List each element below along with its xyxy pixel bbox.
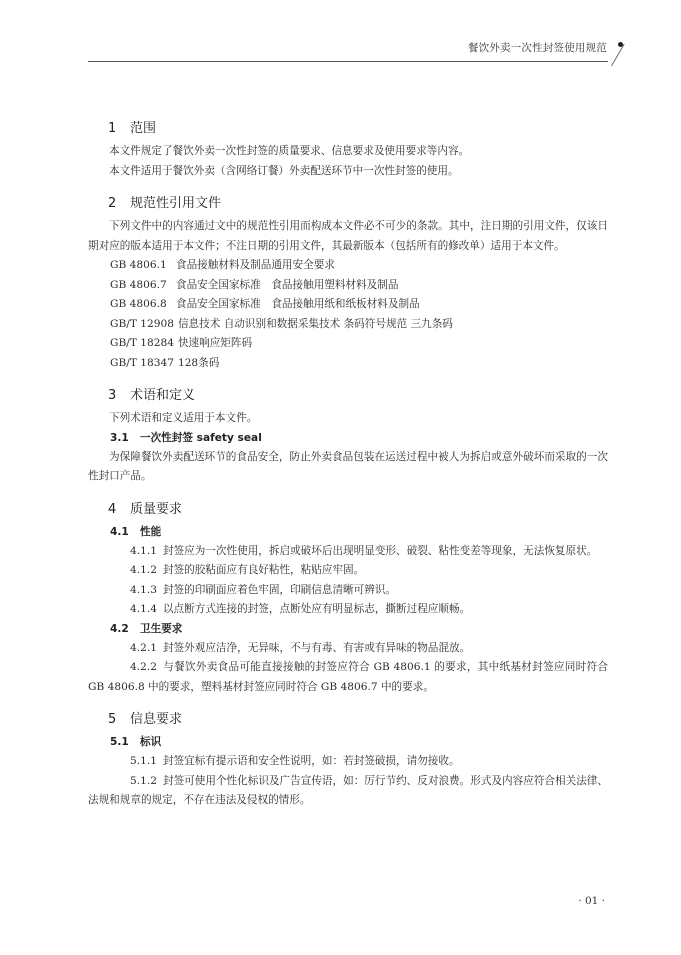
subsection-number: 4.1 bbox=[110, 525, 129, 538]
clause-number: 5.1.2 bbox=[130, 774, 157, 787]
section-title: 质量要求 bbox=[130, 501, 183, 517]
subsection-title: 卫生要求 bbox=[140, 622, 183, 635]
subsection-title: 标识 bbox=[140, 736, 162, 748]
subsection-title: 一次性封签 safety seal bbox=[140, 431, 262, 444]
reference-title: 食品安全国家标准 食品接触用纸和纸板材料及制品 bbox=[176, 298, 420, 310]
clause-text: 封签的印刷面应着色牢固，印刷信息清晰可辨识。 bbox=[162, 583, 397, 596]
section-title: 范围 bbox=[130, 121, 157, 136]
paragraph: 下列文件中的内容通过文中的规范性引用而构成本文件必不可少的条款。其中，注日期的引用文件，仅该日期对应的版本适用于本文件；不注日期的引用文件，其最新版本（包括所有的修改单）适用于本文件。 bbox=[88, 220, 608, 252]
reference-title: 128条码 bbox=[177, 356, 220, 369]
clause bbox=[88, 600, 608, 620]
header-title: 餐饮外卖一次性封签使用规范 bbox=[467, 42, 607, 54]
page-header bbox=[0, 0, 681, 70]
reference-title: 食品接触材料及制品通用安全要求 bbox=[176, 259, 335, 271]
clause-text: 封签外观应洁净，无异味，不与有毒、有害或有异味的物品混放。 bbox=[162, 641, 471, 654]
reference-code: GB 4806.8 bbox=[110, 298, 167, 310]
clause-text: 封签可使用个性化标识及广告宣传语，如：厉行节约、反对浪费。形式及内容应符合相关法律、法规和规章的规定，不存在违法及侵权的情形。 bbox=[88, 774, 608, 806]
section-number: 5 bbox=[108, 712, 117, 727]
section-heading-scope bbox=[108, 120, 608, 138]
section-title: 信息要求 bbox=[130, 712, 183, 727]
clause bbox=[88, 752, 608, 772]
reference-title: 食品安全国家标准 食品接触用塑料材料及制品 bbox=[176, 278, 399, 291]
subsection-heading bbox=[110, 733, 608, 752]
clause-number: 4.1.4 bbox=[130, 603, 157, 615]
section-number: 1 bbox=[108, 121, 117, 136]
reference-code: GB 4806.7 bbox=[110, 278, 167, 291]
clause-number: 4.2.2 bbox=[130, 661, 157, 673]
clause bbox=[88, 581, 608, 601]
section-title: 术语和定义 bbox=[130, 388, 196, 403]
section-heading-quality bbox=[108, 501, 608, 519]
clause bbox=[88, 639, 608, 659]
clause-text: 以点断方式连接的封签，点断处应有明显标志，撕断过程应顺畅。 bbox=[162, 603, 471, 615]
section-number: 3 bbox=[108, 388, 117, 403]
section-title: 规范性引用文件 bbox=[130, 196, 222, 211]
subsection-heading bbox=[110, 429, 608, 448]
subsection-title: 性能 bbox=[140, 525, 162, 538]
reference-item bbox=[88, 315, 608, 335]
reference-title: 快速响应矩阵码 bbox=[177, 337, 253, 349]
clause-text: 封签应为一次性使用，拆启或破坏后出现明显变形、破裂、粘性变差等现象，无法恢复原状。 bbox=[162, 544, 598, 557]
clause bbox=[88, 561, 608, 581]
subsection-heading bbox=[110, 523, 608, 542]
definition-text: 为保障餐饮外卖配送环节的食品安全，防止外卖食品包装在运送过程中被人为拆启或意外破坏而采取的一次性封口产品。 bbox=[88, 450, 608, 482]
header-rule bbox=[88, 61, 608, 62]
clause bbox=[88, 772, 608, 811]
paragraph: 本文件规定了餐饮外卖一次性封签的质量要求、信息要求及使用要求等内容。 bbox=[109, 145, 470, 157]
reference-item bbox=[88, 256, 608, 276]
reference-item bbox=[88, 354, 608, 374]
clause-number: 4.1.3 bbox=[130, 583, 157, 596]
section-heading-information bbox=[108, 711, 608, 729]
reference-item bbox=[88, 334, 608, 354]
reference-title: 信息技术 自动识别和数据采集技术 条码符号规范 三九条码 bbox=[177, 317, 453, 330]
subsection-number: 4.2 bbox=[110, 622, 129, 635]
subsection-number: 3.1 bbox=[110, 431, 129, 444]
reference-code: GB/T 18284 bbox=[110, 337, 174, 349]
section-number: 4 bbox=[108, 501, 117, 517]
clause bbox=[88, 542, 608, 562]
document-body bbox=[88, 112, 608, 811]
section-heading-terms bbox=[108, 387, 608, 405]
subsection-number: 5.1 bbox=[110, 736, 129, 748]
clause-text: 封签宜标有提示语和安全性说明，如：若封签破损，请勿接收。 bbox=[162, 755, 460, 767]
clause-number: 4.1.1 bbox=[130, 544, 157, 557]
clause-number: 4.2.1 bbox=[130, 641, 157, 654]
clause-text: 与餐饮外卖食品可能直接接触的封签应符合 GB 4806.1 的要求，其中纸基材封签应同时符合 GB 4806.8 中的要求，塑料基材封签应同时符合 GB 4806.7 中的要求。 bbox=[88, 661, 608, 693]
reference-code: GB 4806.1 bbox=[110, 259, 167, 271]
paragraph: 本文件适用于餐饮外卖（含网络订餐）外卖配送环节中一次性封签的使用。 bbox=[109, 164, 459, 177]
clause bbox=[88, 658, 608, 697]
clause-number: 4.1.2 bbox=[130, 564, 157, 576]
header-slash-decoration bbox=[611, 44, 625, 66]
page-number: · 01 · bbox=[578, 895, 605, 907]
clause-text: 封签的胶粘面应有良好粘性，粘贴应牢固。 bbox=[162, 564, 365, 576]
section-number: 2 bbox=[108, 196, 117, 211]
clause-number: 5.1.1 bbox=[130, 755, 157, 767]
reference-item bbox=[88, 276, 608, 296]
reference-code: GB/T 18347 bbox=[110, 356, 174, 369]
subsection-heading bbox=[110, 620, 608, 639]
header-dot-decoration bbox=[618, 42, 623, 47]
paragraph: 下列术语和定义适用于本文件。 bbox=[109, 412, 258, 424]
reference-code: GB/T 12908 bbox=[110, 317, 174, 330]
reference-item bbox=[88, 295, 608, 315]
section-heading-normative-references bbox=[108, 195, 608, 213]
